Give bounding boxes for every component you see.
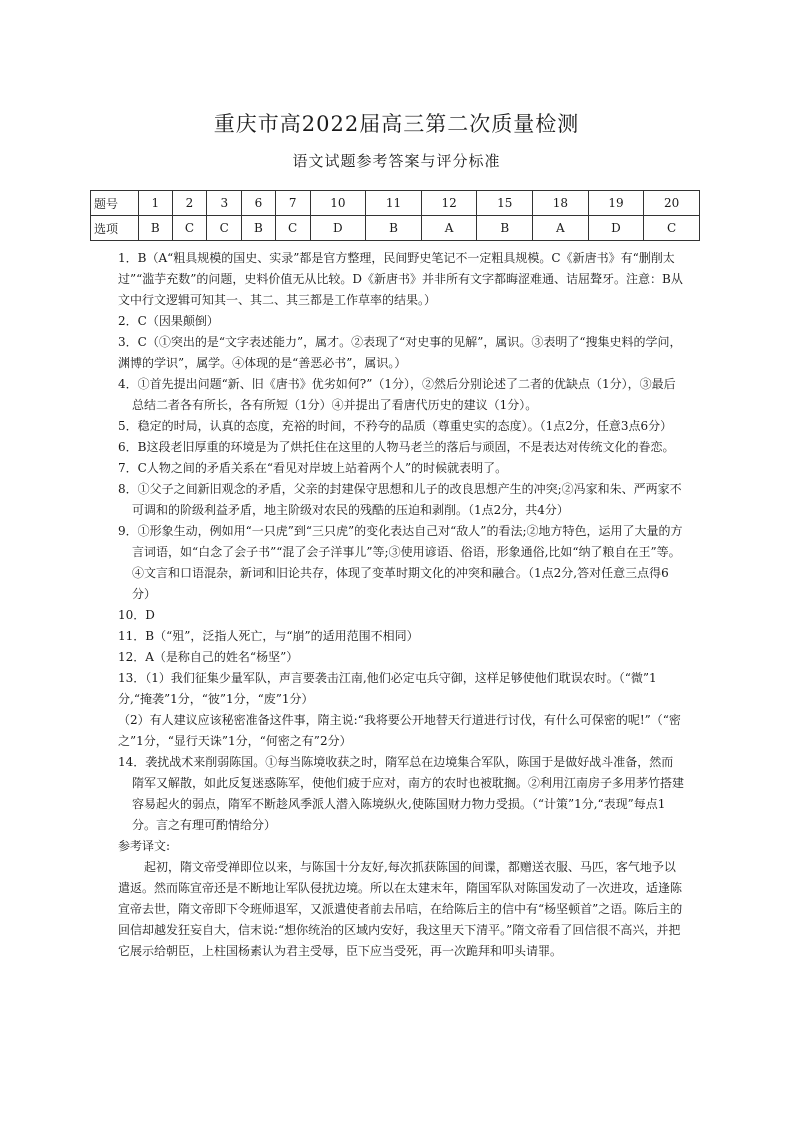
translation-heading: 参考译文:	[118, 839, 171, 853]
answer-option-row	[91, 216, 700, 241]
table-cell: 15	[477, 191, 533, 216]
answer-item: 1．B（A“粗具规模的国史、实录”都是官方整理，民间野史笔记不一定粗具规模。C《新唐书》有“删削太过”“滥芋充数”的问题，史料价值无从比较。D《新唐书》并非所有文字都晦涩难通、诘屈聱牙。注意：B从文中行文逻辑可知其一、其二、其三都是工作草率的结果。）	[118, 251, 683, 307]
table-cell: 19	[588, 191, 644, 216]
answer-item: 11．B（“殂”，泛指人死亡，与“崩”的适用范围不相同）	[118, 629, 419, 643]
question-number-row	[91, 191, 700, 216]
page-subtitle: 语文试题参考答案与评分标准	[292, 152, 501, 170]
table-cell: A	[533, 216, 589, 241]
table-cell: C	[207, 216, 242, 241]
table-cell: 2	[172, 191, 207, 216]
table-cell: 1	[139, 191, 173, 216]
table-cell: D	[310, 216, 366, 241]
table-cell: B	[139, 216, 173, 241]
table-cell: A	[421, 216, 477, 241]
answer-item: 13．（1）我们征集少量军队，声言要袭击江南,他们必定屯兵守御，这样足够使他们耽误农时。（“微”1分,“掩袭”1分，“彼”1分，“废”1分）	[118, 671, 657, 706]
answer-item: 5．稳定的时局，认真的态度，充裕的时间，不矜夸的品质（尊重史实的态度）。（1点2分，任意3点6分）	[118, 419, 673, 433]
table-cell: 3	[207, 191, 242, 216]
table-cell: 7	[275, 191, 310, 216]
table-cell: 18	[533, 191, 589, 216]
table-cell: 10	[310, 191, 366, 216]
answer-item: 7．C人物之间的矛盾关系在“看见对岸坡上站着两个人”的时候就表明了。	[118, 461, 508, 475]
table-cell: B	[242, 216, 276, 241]
row-label-number: 题号	[91, 191, 139, 216]
row-label-option: 选项	[91, 216, 139, 241]
answer-item: 2．C（因果颠倒）	[118, 314, 219, 328]
answer-item: 12．A（是称自己的姓名“杨坚”）	[118, 650, 299, 664]
answer-item: 8．①父子之间新旧观念的矛盾，父亲的封建保守思想和儿子的改良思想产生的冲突;②冯家和朱、严两家不可调和的阶级利益矛盾，地主阶级对农民的残酷的压迫和剥削。（1点2分，共4分）	[118, 482, 682, 517]
table-cell: C	[275, 216, 310, 241]
table-cell: 20	[644, 191, 700, 216]
answer-table	[90, 190, 700, 241]
table-cell: 12	[421, 191, 477, 216]
answer-item: 14．袭扰战术来削弱陈国。①每当陈境收获之时，隋军总在边境集合军队，陈国于是做好战斗准备，然而隋军又解散，如此反复迷惑陈军，使他们疲于应对，南方的农时也被耽搁。②利用江南房子多用茅竹搭建容易起火的弱点，隋军不断趁风季派人潜入陈境纵火,使陈国财力物力受损。（“计策”1分,“表现”每点1分。言之有理可酌情给分）	[118, 755, 685, 832]
answer-item: 4．①首先提出问题“新、旧《唐书》优劣如何?”（1分），②然后分别论述了二者的优缺点（1分），③最后总结二者各有所长，各有所短（1分）④并提出了看唐代历史的建议（1分）。	[118, 377, 676, 412]
table-cell: C	[644, 216, 700, 241]
table-cell: B	[366, 216, 422, 241]
table-cell: 6	[242, 191, 276, 216]
answer-item: 9．①形象生动，例如用“一只虎”到“三只虎”的变化表达自己对“敌人”的看法;②地方特色，运用了大量的方言词语，如“白念了会子书”“混了会子洋事儿”等;③使用谚语、俗语，形象通俗,比如“纳了粮自在王”等。④文言和口语混杂，新词和旧论共存，体现了变革时期文化的冲突和融合。（1点2分,答对任意三点得6分）	[118, 524, 683, 601]
table-cell: B	[477, 216, 533, 241]
answer-explanations	[118, 248, 684, 962]
answer-item: 3．C（①突出的是“文字表述能力”，属才。②表现了“对史事的见解”，属识。③表明了“搜集史料的学问，渊博的学识”，属学。④体现的是“善恶必书”，属识。）	[118, 335, 682, 370]
table-cell: 11	[366, 191, 422, 216]
page-title: 重庆市高2022届高三第二次质量检测	[213, 112, 580, 136]
translation-text: 起初，隋文帝受禅即位以来，与陈国十分友好,每次抓获陈国的间谍，都赠送衣服、马匹，客气地予以遣返。然而陈宣帝还是不断地让军队侵扰边境。所以在太建末年，隋国军队对陈国发动了一次进攻，适逢陈宣帝去世，隋文帝即下令班师退军，又派遣使者前去吊唁，在给陈后主的信中有“杨坚顿首”之语。陈后主的回信却越发狂妄自大，信末说:“想你统治的区域内安好，我这里天下清平。”隋文帝看了回信很不高兴，并把它展示给朝臣，上柱国杨素认为君主受辱，臣下应当受死，再一次跪拜和叩头请罪。	[118, 860, 683, 958]
answer-item: （2）有人建议应该秘密准备这件事，隋主说:“我将要公开地替天行道进行讨伐，有什么可保密的呢!”（“密之”1分，“显行天诛”1分，“何密之有”2分）	[118, 713, 681, 748]
answer-item: 10．D	[118, 608, 155, 622]
table-cell: D	[588, 216, 644, 241]
table-cell: C	[172, 216, 207, 241]
answer-item: 6．B这段老旧厚重的环境是为了烘托住在这里的人物马老兰的落后与顽固，不是表达对传统文化的眷恋。	[118, 440, 675, 454]
